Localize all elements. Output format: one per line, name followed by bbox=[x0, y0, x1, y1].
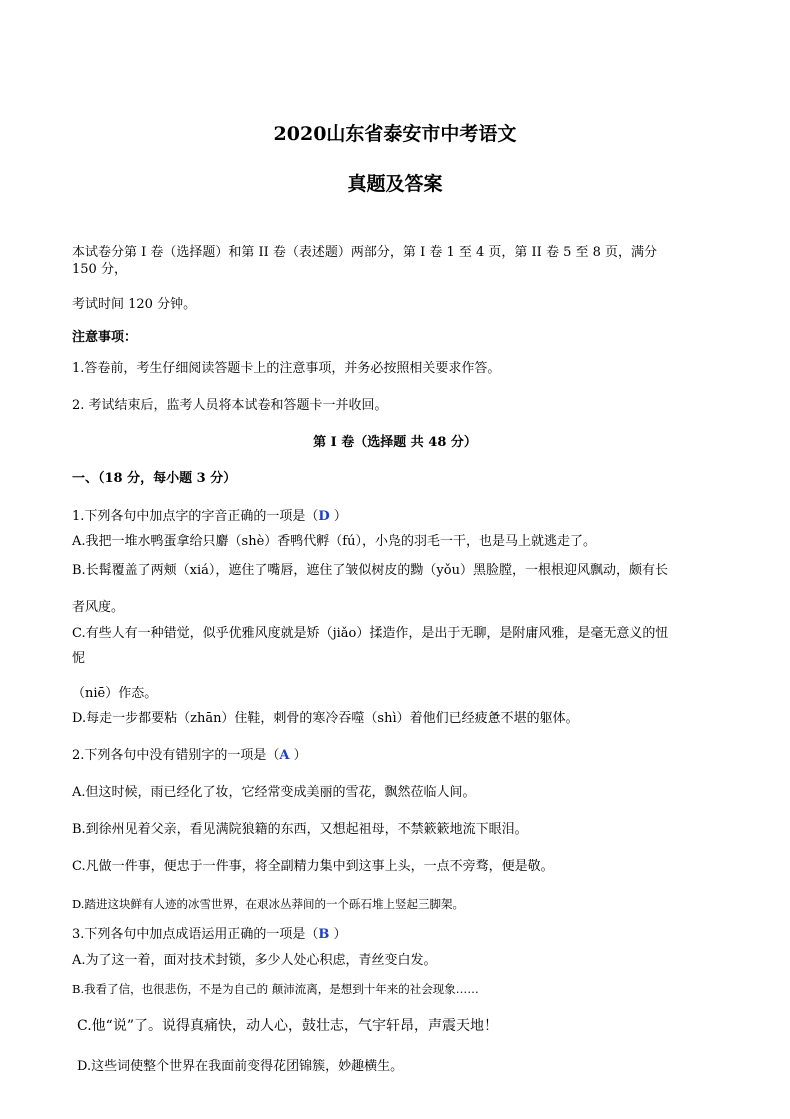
q1-answer: D bbox=[318, 509, 330, 524]
q3-stem-text: 3.下列各句中加点成语运用正确的一项是（ bbox=[72, 927, 319, 942]
q3-stem bbox=[72, 927, 347, 943]
q1-option-b-line2: 者风度。 bbox=[72, 600, 125, 615]
q3-option-d: D.这些词使整个世界在我面前变得花团锦簇，妙趣横生。 bbox=[77, 1059, 404, 1074]
q2-stem bbox=[72, 748, 307, 764]
q3-option-a: A.为了这一着，面对技术封锁，多少人处心积虑，青丝变白发。 bbox=[72, 953, 437, 968]
q1-option-a: A.我把一堆水鸭蛋拿给只麝（shè）香鸭代孵（fú），小凫的羽毛一干，也是马上就逃走了。 bbox=[72, 534, 596, 549]
q2-option-a: A.但这时候，雨已经化了妆，它经常变成美丽的雪花，飘然莅临人间。 bbox=[72, 785, 476, 800]
part-heading: 一、（18 分，每小题 3 分） bbox=[72, 471, 237, 486]
q3-option-c: C.他“说”了。说得真痛快，动人心，鼓壮志，气宇轩昂，声震天地！ bbox=[77, 1018, 498, 1034]
notice-item-2: 2. 考试结束后，监考人员将本试卷和答题卡一并收回。 bbox=[72, 398, 388, 413]
q1-stem bbox=[72, 509, 347, 525]
intro-line-2: 150 分， bbox=[72, 262, 127, 277]
q2-answer: A bbox=[279, 748, 290, 763]
q1-option-c-line3: （niē）作态。 bbox=[72, 686, 158, 701]
q2-stem-close: ） bbox=[289, 748, 307, 763]
notice-item-1: 1.答卷前，考生仔细阅读答题卡上的注意事项，并务必按照相关要求作答。 bbox=[72, 361, 501, 376]
exam-time: 考试时间 120 分钟。 bbox=[72, 297, 197, 312]
q1-option-b-line1: B.长髯覆盖了两颊（xiá），遮住了嘴唇，遮住了皱似树皮的黝（yǒu）黑脸膛，一根根迎风飘动，颇有长 bbox=[72, 563, 668, 578]
doc-title: 2020山东省泰安市中考语文 bbox=[273, 123, 517, 145]
doc-subtitle: 真题及答案 bbox=[347, 173, 443, 195]
q2-option-c: C.凡做一件事，便忠于一件事，将全副精力集中到这事上头，一点不旁骛，便是敬。 bbox=[72, 859, 554, 874]
q3-answer: B bbox=[318, 927, 330, 942]
q2-option-d: D.踏进这块鲜有人迹的冰雪世界，在艰冰丛莽间的一个砾石堆上竖起三脚架。 bbox=[72, 897, 464, 911]
q2-stem-text: 2.下列各句中没有错别字的一项是（ bbox=[72, 748, 280, 763]
notice-heading: 注意事项： bbox=[72, 330, 138, 345]
q1-option-c-line1: C.有些人有一种错觉，似乎优雅风度就是矫（jiǎo）揉造作，是出于无聊，是附庸风雅，是毫无意义的忸 bbox=[72, 626, 669, 641]
q1-stem-text: 1.下列各句中加点字的字音正确的一项是（ bbox=[72, 509, 319, 524]
section-heading: 第 I 卷（选择题 共 48 分） bbox=[313, 435, 477, 450]
q3-option-b: B.我看了信，也很悲伤，不是为自己的 颠沛流离，是想到十年来的社会现象…… bbox=[72, 982, 479, 996]
intro-line-1: 本试卷分第 I 卷（选择题）和第 II 卷（表述题）两部分，第 I 卷 1 至 4 页，第 II 卷 5 至 8 页，满分 bbox=[72, 245, 658, 260]
q1-option-c-line2: 怩 bbox=[72, 651, 86, 666]
q1-option-d: D.每走一步都要粘（zhān）住鞋，刺骨的寒冷吞噬（shì）着他们已经疲惫不堪的躯体。 bbox=[72, 711, 579, 726]
q1-stem-close: ） bbox=[329, 509, 347, 524]
q2-option-b: B.到徐州见着父亲，看见满院狼籍的东西，又想起祖母，不禁簌簌地流下眼泪。 bbox=[72, 822, 528, 837]
q3-stem-close: ） bbox=[329, 927, 347, 942]
